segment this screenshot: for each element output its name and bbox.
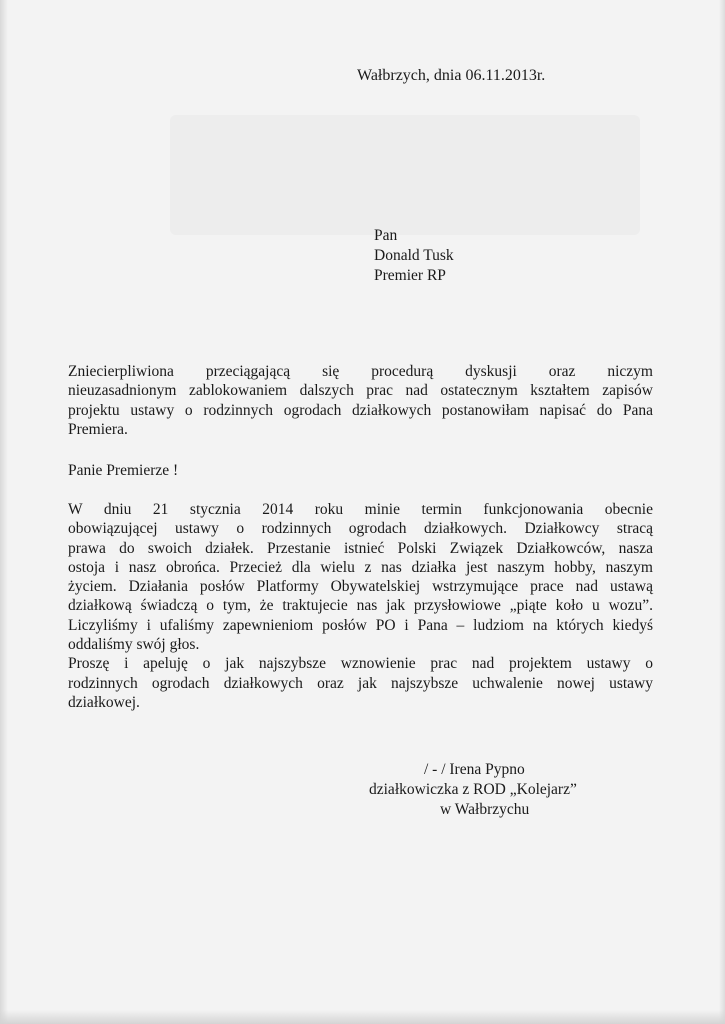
date-line: Wałbrzych, dnia 06.11.2013r. [357, 67, 546, 84]
intro-line: nieuzasadnionym zablokowaniem dalszych prac nad ostatecznym kształtem zapisów [68, 382, 653, 400]
body-line: rodzinnych ogrodach działkowych oraz jak najszybsze uchwalenie nowej ustawy [68, 674, 653, 692]
body-line: Liczyliśmy i ufaliśmy zapewnieniom posłów PO i Pana – ludziom na których kiedyś [68, 616, 653, 634]
recipient-line-1: Pan [374, 227, 398, 244]
body-line: W dniu 21 stycznia 2014 roku minie termin funkcjonowania obecnie [68, 501, 653, 518]
signature-name: / - / Irena Pypno [424, 761, 525, 778]
signature-location: w Wałbrzychu [440, 801, 530, 818]
salutation: Panie Premierze ! [68, 462, 179, 479]
recipient-title: Premier RP [374, 267, 446, 284]
scan-bleed-through [170, 115, 640, 235]
scan-edge-left [0, 0, 8, 1024]
body-line: ostoja i nasz obrońca. Przecież dla wielu z nas działka jest naszym hobby, naszym [68, 558, 653, 576]
body-line: działkową świadczą o tym, że traktujecie nas jak przysłowiowe „piąte koło u wozu”. [68, 597, 653, 615]
intro-line: Zniecierpliwiona przeciągającą się procedurą dyskusji oraz niczym [68, 363, 653, 380]
body-line: obowiązującej ustawy o rodzinnych ogrodach działkowych. Działkowcy stracą [68, 520, 653, 538]
body-line: życiem. Działania posłów Platformy Obywatelskiej wstrzymujące prace nad ustawą [68, 578, 653, 596]
recipient-name: Donald Tusk [374, 247, 454, 264]
signature-role: działkowiczka z ROD „Kolejarz” [369, 781, 577, 798]
intro-line: Premiera. [68, 420, 128, 438]
intro-line: projektu ustawy o rodzinnych ogrodach działkowych postanowiłam napisać do Pana [68, 401, 653, 419]
body-line: prawa do swoich działek. Przestanie istnieć Polski Związek Działkowców, nasza [68, 539, 653, 557]
body-paragraph [68, 500, 653, 712]
scan-edge-right [719, 0, 725, 1024]
scan-edge-bottom [0, 1010, 725, 1024]
intro-paragraph [68, 362, 653, 439]
body-line: oddaliśmy swój głos. [68, 636, 200, 654]
body-line: Proszę i apeluję o jak najszybsze wznowienie prac nad projektem ustawy o [68, 655, 653, 673]
body-line: działkowej. [68, 693, 140, 711]
